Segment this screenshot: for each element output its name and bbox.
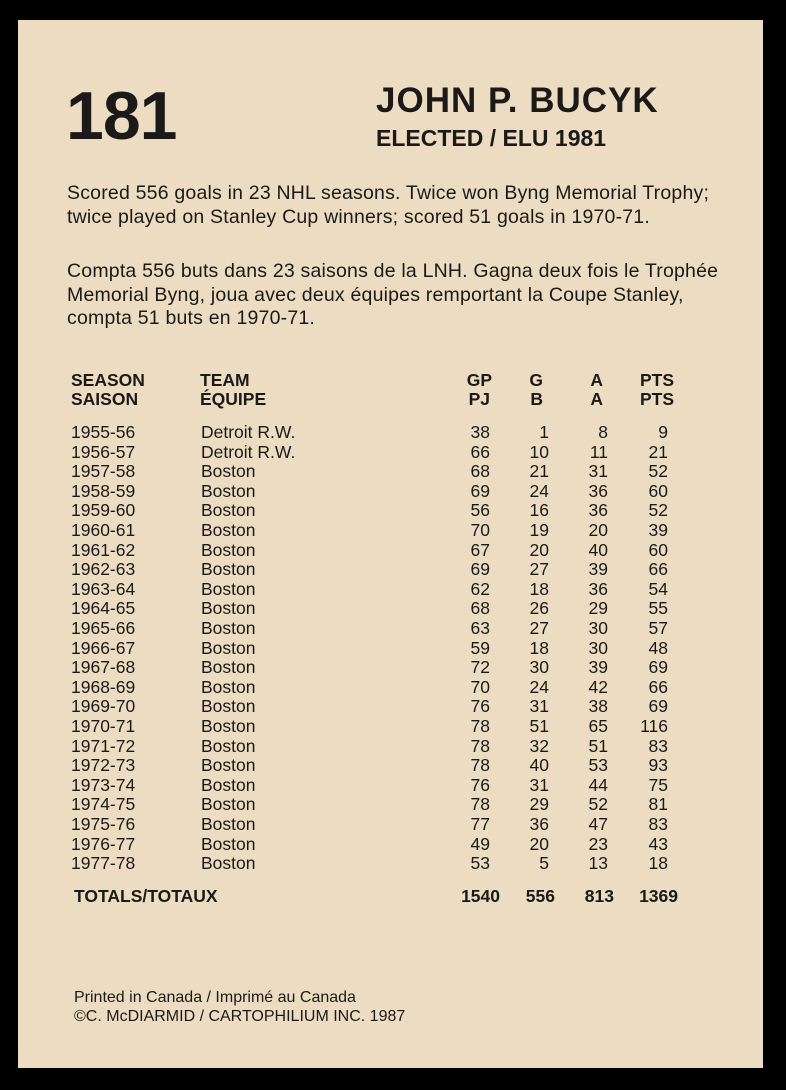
cell-team: Boston: [201, 755, 256, 776]
cell-season: 1967-68: [71, 657, 136, 678]
cell-season: 1955-56: [71, 422, 136, 442]
cell-pts: 81: [648, 794, 668, 815]
table-row: [18, 462, 763, 482]
header-team: TEAM: [200, 370, 250, 390]
cell-team: Boston: [201, 618, 256, 638]
table-row: [18, 482, 763, 502]
table-row: [18, 423, 763, 443]
cell-g: 18: [529, 637, 549, 658]
table-row: [18, 697, 763, 717]
cell-g: 1: [539, 422, 549, 442]
cell-a: 20: [588, 520, 608, 540]
cell-team: Boston: [201, 716, 256, 736]
cell-team: Detroit R.W.: [201, 441, 296, 462]
cell-team: Boston: [201, 598, 256, 619]
cell-season: 1965-66: [71, 618, 136, 638]
cell-pts: 83: [648, 735, 668, 756]
bio-english: Scored 556 goals in 23 NHL seasons. Twice won Byng Memorial Trophy; twice played on Stanley Cup winners; scored 51 goals in 1970-71.: [67, 182, 710, 228]
cell-gp: 68: [470, 461, 490, 482]
cell-team: Boston: [201, 461, 256, 482]
table-row: [18, 835, 763, 855]
table-row: [18, 560, 763, 580]
cell-team: Boston: [201, 657, 256, 678]
cell-season: 1966-67: [71, 637, 136, 658]
cell-pts: 83: [648, 814, 668, 834]
cell-a: 44: [588, 774, 608, 795]
cell-season: 1964-65: [71, 598, 136, 619]
cell-g: 26: [529, 598, 549, 619]
cell-pts: 69: [648, 657, 668, 678]
cell-a: 42: [588, 676, 608, 697]
cell-a: 38: [588, 696, 608, 717]
totals-pts: 1369: [639, 886, 678, 906]
cell-g: 31: [529, 774, 549, 795]
cell-g: 18: [529, 578, 549, 599]
cell-a: 23: [588, 833, 608, 854]
cell-a: 36: [588, 480, 608, 501]
cell-pts: 116: [640, 716, 668, 736]
cell-pts: 52: [648, 500, 668, 521]
cell-gp: 72: [470, 657, 490, 678]
elected-year: ELECTED / ELU 1981: [376, 125, 607, 151]
cell-team: Boston: [201, 814, 256, 834]
cell-pts: 52: [648, 461, 668, 482]
cell-gp: 77: [470, 814, 490, 834]
cell-team: Boston: [201, 500, 256, 521]
cell-pts: 55: [648, 598, 668, 619]
cell-season: 1956-57: [71, 441, 136, 462]
bio-french: Compta 556 buts dans 23 saisons de la LNH. Gagna deux fois le Trophée Memorial Byng, joua avec deux équipes remportant la Coupe Stanley, compta 51 buts en 1970-71.: [67, 260, 719, 329]
cell-team: Boston: [201, 676, 256, 697]
cell-team: Boston: [201, 559, 256, 580]
cell-a: 13: [588, 853, 608, 874]
cell-gp: 78: [470, 735, 490, 756]
cell-a: 11: [589, 441, 608, 462]
cell-season: 1970-71: [71, 716, 136, 736]
cell-g: 40: [529, 755, 549, 776]
table-row: [18, 658, 763, 678]
cell-g: 29: [529, 794, 549, 815]
cell-pts: 21: [648, 441, 668, 462]
header-gp: GP: [466, 370, 492, 390]
totals-row: [18, 885, 763, 907]
cell-season: 1973-74: [71, 774, 136, 795]
cell-season: 1977-78: [71, 853, 136, 874]
cell-season: 1971-72: [71, 735, 136, 756]
cell-season: 1958-59: [71, 480, 136, 501]
table-row: [18, 619, 763, 639]
cell-team: Boston: [201, 774, 256, 795]
cell-pts: 57: [648, 618, 668, 638]
table-row: [18, 521, 763, 541]
cell-gp: 70: [470, 676, 490, 697]
cell-g: 24: [529, 480, 549, 501]
cell-season: 1974-75: [71, 794, 136, 815]
totals-a: 813: [584, 886, 614, 906]
cell-gp: 68: [470, 598, 490, 619]
totals-gp: 1540: [461, 886, 500, 906]
cell-team: Detroit R.W.: [201, 422, 296, 442]
header-saison: SAISON: [71, 389, 139, 409]
table-row: [18, 678, 763, 698]
cell-g: 27: [529, 559, 549, 580]
table-row: [18, 541, 763, 561]
cell-a: 30: [588, 618, 608, 638]
table-row: [18, 776, 763, 796]
cell-gp: 70: [470, 520, 490, 540]
cell-gp: 69: [470, 480, 490, 501]
cell-g: 20: [529, 833, 549, 854]
cell-a: 36: [588, 500, 608, 521]
cell-pts: 66: [648, 676, 668, 697]
cell-pts: 9: [658, 422, 668, 442]
cell-a: 47: [588, 814, 608, 834]
cell-g: 27: [529, 618, 549, 638]
table-row: [18, 854, 763, 874]
cell-pts: 69: [648, 696, 668, 717]
cell-g: 20: [529, 539, 549, 560]
cell-pts: 48: [648, 637, 668, 658]
cell-team: Boston: [201, 833, 256, 854]
cell-a: 8: [598, 422, 608, 442]
cell-gp: 78: [470, 716, 490, 736]
cell-g: 31: [529, 696, 549, 717]
cell-a: 39: [588, 657, 608, 678]
cell-team: Boston: [201, 696, 256, 717]
table-row: [18, 717, 763, 737]
header-a: A: [590, 370, 603, 390]
table-row: [18, 501, 763, 521]
cell-gp: 49: [470, 833, 490, 854]
cell-pts: 75: [648, 774, 668, 795]
cell-gp: 62: [470, 578, 490, 599]
cell-a: 36: [588, 578, 608, 599]
copyright-note: ©C. McDIARMID / CARTOPHILIUM INC. 1987: [74, 1008, 406, 1025]
cell-a: 52: [588, 794, 608, 815]
cell-pts: 39: [648, 520, 668, 540]
player-name: JOHN P. BUCYK: [376, 81, 659, 120]
cell-gp: 63: [470, 618, 490, 638]
table-row: [18, 737, 763, 757]
cell-gp: 66: [470, 441, 490, 462]
table-row: [18, 599, 763, 619]
card-number: 181: [66, 78, 177, 154]
cell-team: Boston: [201, 637, 256, 658]
cell-season: 1957-58: [71, 461, 136, 482]
cell-a: 39: [588, 559, 608, 580]
cell-season: 1972-73: [71, 755, 136, 776]
header-b: B: [530, 389, 543, 409]
cell-season: 1975-76: [71, 814, 136, 834]
totals-label: TOTALS/TOTAUX: [74, 886, 218, 906]
cell-a: 31: [588, 461, 608, 482]
cell-a: 29: [588, 598, 608, 619]
cell-season: 1963-64: [71, 578, 136, 599]
cell-pts: 93: [648, 755, 668, 776]
header-g: G: [529, 370, 543, 390]
cell-team: Boston: [201, 578, 256, 599]
cell-gp: 67: [470, 539, 490, 560]
cell-season: 1959-60: [71, 500, 136, 521]
cell-pts: 43: [648, 833, 668, 854]
cell-g: 21: [529, 461, 549, 482]
cell-pts: 54: [648, 578, 668, 599]
header-equipe: ÉQUIPE: [200, 389, 267, 409]
cell-pts: 18: [648, 853, 668, 874]
table-row: [18, 639, 763, 659]
cell-g: 16: [529, 500, 549, 521]
cell-g: 36: [529, 814, 549, 834]
cell-season: 1962-63: [71, 559, 136, 580]
totals-g: 556: [525, 886, 555, 906]
cell-gp: 76: [470, 696, 490, 717]
cell-season: 1968-69: [71, 676, 136, 697]
cell-team: Boston: [201, 539, 256, 560]
cell-pts: 66: [648, 559, 668, 580]
cell-a: 53: [588, 755, 608, 776]
cell-team: Boston: [201, 794, 256, 815]
cell-g: 24: [529, 676, 549, 697]
cell-season: 1960-61: [71, 520, 136, 540]
header-pts-fr: PTS: [639, 389, 674, 409]
cell-gp: 38: [470, 422, 490, 442]
cell-team: Boston: [201, 480, 256, 501]
table-row: [18, 580, 763, 600]
cell-pts: 60: [648, 480, 668, 501]
trading-card-back: [18, 20, 763, 1068]
cell-team: Boston: [201, 520, 256, 540]
cell-gp: 78: [470, 755, 490, 776]
cell-g: 30: [529, 657, 549, 678]
table-row: [18, 443, 763, 463]
cell-gp: 69: [470, 559, 490, 580]
cell-team: Boston: [201, 853, 256, 874]
cell-season: 1969-70: [71, 696, 136, 717]
cell-season: 1976-77: [71, 833, 136, 854]
cell-gp: 78: [470, 794, 490, 815]
cell-g: 51: [529, 716, 549, 736]
cell-a: 40: [588, 539, 608, 560]
cell-gp: 59: [470, 637, 490, 658]
cell-team: Boston: [201, 735, 256, 756]
cell-a: 65: [588, 716, 608, 736]
cell-g: 32: [529, 735, 549, 756]
cell-g: 10: [529, 441, 549, 462]
header-pts: PTS: [639, 370, 674, 390]
header-season: SEASON: [71, 370, 145, 390]
header-a-fr: A: [590, 389, 603, 409]
header-pj: PJ: [468, 389, 490, 409]
cell-pts: 60: [648, 539, 668, 560]
table-row: [18, 795, 763, 815]
cell-a: 51: [588, 735, 608, 756]
cell-gp: 53: [470, 853, 490, 874]
cell-gp: 56: [470, 500, 490, 521]
cell-season: 1961-62: [71, 539, 136, 560]
table-row: [18, 756, 763, 776]
cell-g: 19: [529, 520, 549, 540]
cell-g: 5: [539, 853, 549, 874]
printed-in-note: Printed in Canada / Imprimé au Canada: [74, 989, 356, 1006]
cell-gp: 76: [470, 774, 490, 795]
table-row: [18, 815, 763, 835]
cell-a: 30: [588, 637, 608, 658]
